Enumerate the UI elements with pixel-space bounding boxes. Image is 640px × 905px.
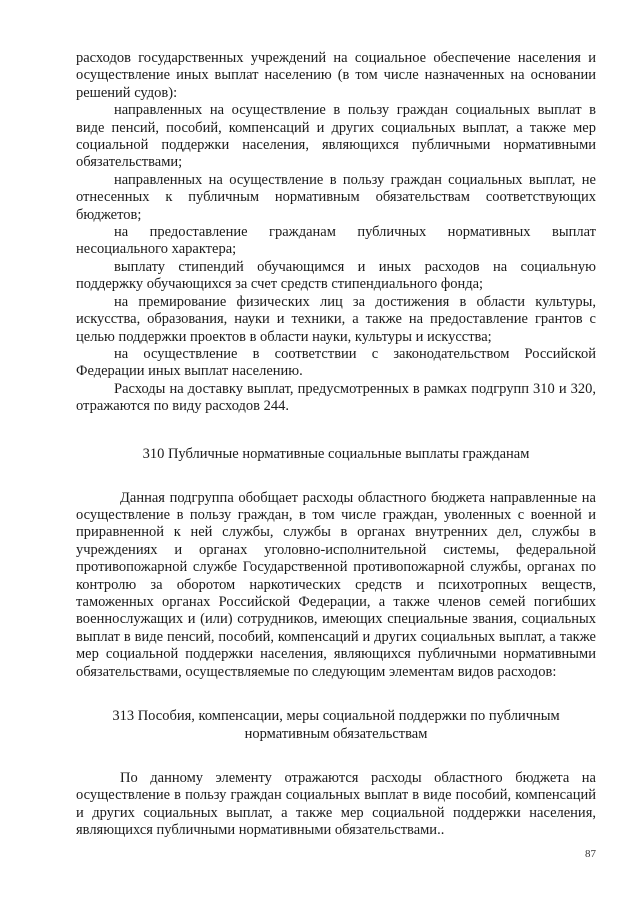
document-page xyxy=(76,50,596,840)
section-310-heading: 310 Публичные нормативные социальные выплаты гражданам xyxy=(142,445,530,462)
section-313-heading xyxy=(76,707,596,743)
continuation-paragraph: расходов государственных учреждений на социальное обеспечение населения и осуществление иных выплат населению (в том числе назначенных на основании решений судов): xyxy=(76,50,596,101)
section-313-heading-line2: нормативным обязательствам xyxy=(244,726,428,742)
section-313-body: По данному элементу отражаются расходы областного бюджета на осуществление в пользу граждан социальных выплат в виде пособий, компенсаций и других социальных выплат, а также мер социальной поддержки населения, являющихся публичными нормативными обязательствами.. xyxy=(76,770,596,839)
list-item-scholarships: выплату стипендий обучающимся и иных расходов на социальную поддержку обучающихся за счет средств стипендиального фонда; xyxy=(76,258,596,293)
delivery-note-paragraph: Расходы на доставку выплат, предусмотренных в рамках подгрупп 310 и 320, отражаются по виду расходов 244. xyxy=(76,380,596,415)
list-item-non-public-obligations: направленных на осуществление в пользу граждан социальных выплат, не отнесенных к публичным нормативным обязательствам соответствующих бюджетов; xyxy=(76,171,596,223)
section-310-body: Данная подгруппа обобщает расходы областного бюджета направленные на осуществление в пользу граждан, в том числе граждан, уволенных с военной и приравненной к ней службы, службы в органах внутренних дел, службы в учреждениях и органах уголовно-исполнительной системы, федеральной противопожарной службе Государственной противопожарной службы, органах по контролю за оборотом наркотических средств и психотропных веществ, таможенных органах Российской Федерации, а также членов семей погибших военнослужащих и (или) сотрудников, имеющих специальные звания, социальных выплат в виде пенсий, пособий, компенсаций и других социальных выплат, а также мер социальной поддержки населения, являющихся публичными нормативными обязательствами, осуществляемые по следующим элементам видов расходов: xyxy=(76,489,596,680)
list-item-non-social-payments: на предоставление гражданам публичных нормативных выплат несоциального характера; xyxy=(76,224,596,258)
page-number: 87 xyxy=(585,848,596,860)
list-item-pension-payments: направленных на осуществление в пользу граждан социальных выплат в виде пенсий, пособий, компенсаций и других социальных выплат, а также мер социальной поддержки населения, являющихся публичными нормативными обязательствами; xyxy=(76,102,596,171)
section-313-heading-line1: 313 Пособия, компенсации, меры социальной поддержки по публичным xyxy=(112,708,560,724)
list-item-awards-grants: на премирование физических лиц за достижения в области культуры, искусства, образования, науки и техники, а также на предоставление грантов с целью поддержки проектов в области науки, культуры и искусства; xyxy=(76,293,596,345)
list-item-other-payments: на осуществление в соответствии с законодательством Российской Федерации иных выплат населению. xyxy=(76,345,596,380)
